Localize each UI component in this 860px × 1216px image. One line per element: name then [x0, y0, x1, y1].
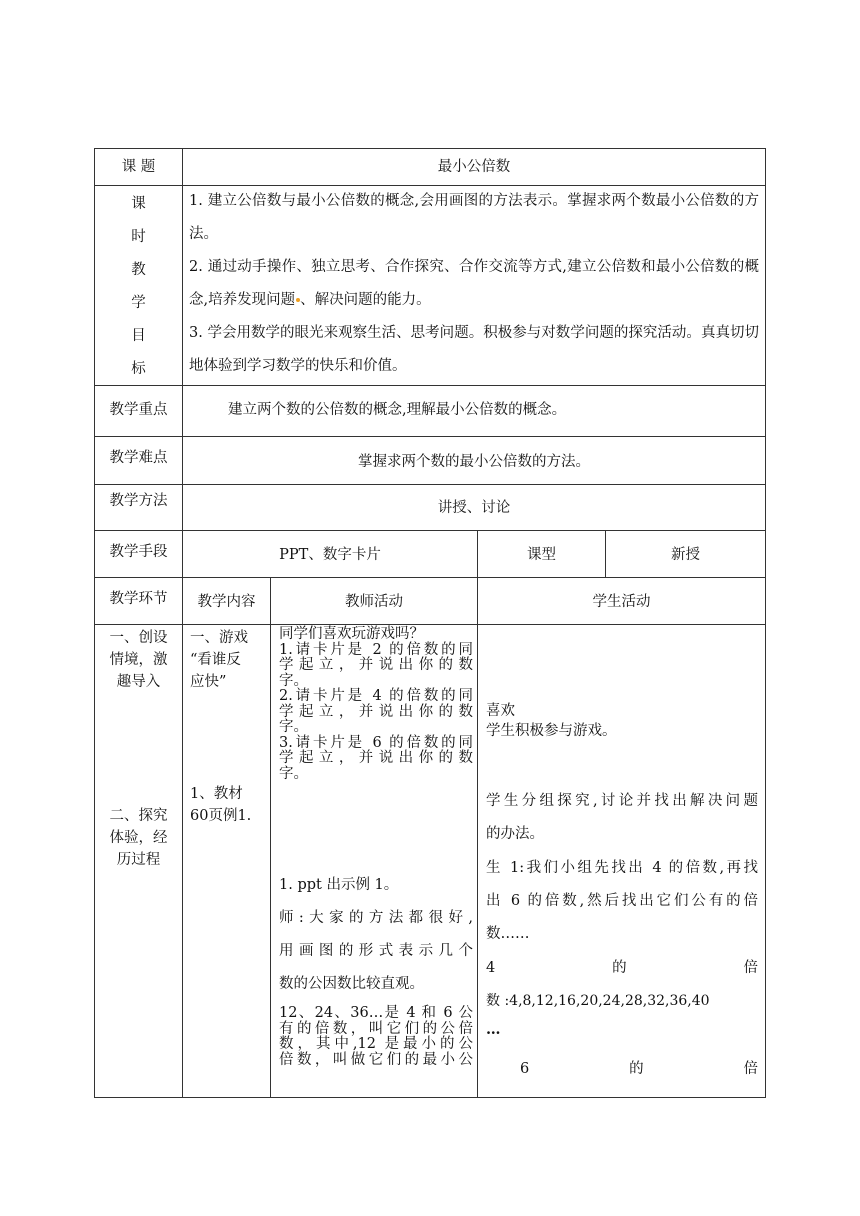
table-rule: [94, 577, 766, 578]
teacher-summary: 12、24、36…是 4 和 6 公 有的倍数，叫它们的公倍 数，其中,12 是最小的公 倍数，叫做它们的最小公: [279, 1005, 473, 1068]
multiples-of-4-more: …: [486, 1021, 501, 1038]
column-header-teacher: 教师活动: [345, 594, 403, 610]
column-header-stage: 教学环节: [109, 591, 168, 607]
table-rule: [477, 530, 478, 1098]
multiples-of-4-values: 数 :4,8,12,16,20,24,28,32,36,40: [486, 993, 710, 1009]
means-value: PPT、数字卡片: [279, 547, 381, 563]
table-rule: [94, 436, 766, 437]
topic-label: 课 题: [121, 159, 156, 175]
table-rule: [94, 385, 766, 386]
student-join: 学生积极参与游戏。: [486, 723, 617, 739]
means-label: 教学手段: [109, 544, 168, 560]
teacher-ppt: 1. ppt 出示例 1。: [279, 877, 399, 893]
table-rule: [94, 484, 766, 485]
student-like: 喜欢: [486, 703, 515, 719]
content-1: 一、游戏 “看谁反 应快”: [190, 630, 248, 690]
table-rule: [182, 148, 183, 1098]
column-header-content: 教学内容: [197, 594, 256, 610]
multiples-of-4-head: 4 的 倍: [486, 960, 758, 976]
objective-item: 2. 通过动手操作、独立思考、合作探究、合作交流等方式,建立公倍数和最小公倍数的概念,培养发现问题 、解决问题的能力。: [189, 259, 759, 308]
column-header-student: 学生活动: [592, 594, 651, 610]
stage-1: 一、创设 情境，激 趣导入: [109, 630, 168, 690]
objective-item: 1. 建立公倍数与最小公倍数的概念,会用画图的方法表示。掌握求两个数最小公倍数的方法。: [189, 193, 759, 242]
table-rule: [94, 530, 766, 531]
content-2: 1、教材 60页例1.: [190, 786, 252, 824]
table-rule: [270, 577, 271, 1098]
lesson-type-label: 课型: [527, 547, 556, 563]
teacher-activities: 同学们喜欢玩游戏吗？ 1.请卡片是 2 的倍数的同 学起立，并说出你的数 字。 2.请卡片是 4 的倍数的同 学起立，并说出你的数 字。 3.请卡片是 6 的倍数的同 学起立，并说出你的数 字。: [279, 626, 473, 782]
table-rule: [765, 148, 766, 1098]
method-value: 讲授、讨论: [437, 500, 511, 516]
multiples-of-6-head: 6 的 倍: [520, 1061, 758, 1077]
difficulty-value: 掌握求两个数的最小公倍数的方法。: [358, 454, 590, 470]
teacher-remark: 师:大家的方法都很好, 用画图的形式表示几个 数的公因数比较直观。: [279, 910, 473, 992]
method-label: 教学方法: [109, 493, 168, 509]
table-rule: [94, 624, 766, 625]
topic-value: 最小公倍数: [437, 159, 511, 175]
table-rule: [94, 1097, 766, 1098]
stage-2: 二、探究 体验，经 历过程: [109, 808, 168, 868]
key-point-label: 教学重点: [109, 402, 168, 418]
lesson-type-value: 新授: [671, 547, 700, 563]
difficulty-label: 教学难点: [109, 450, 168, 466]
objectives-label: 课 时 教 学 目 标: [131, 196, 146, 377]
objectives-text: [189, 185, 759, 383]
key-point-value: 建立两个数的公倍数的概念,理解最小公倍数的概念。: [228, 402, 567, 418]
student-answer-1: 生 1:我们小组先找出 4 的倍数,再找 出 6 的倍数,然后找出它们公有的倍 数……: [486, 860, 758, 942]
objective-item: 3. 学会用数学的眼光来观察生活、思考问题。积极参与对数学问题的探究活动。真真切切地体验到学习数学的快乐和价值。: [189, 325, 759, 374]
student-explore: 学生分组探究,讨论并找出解决问题 的办法。: [486, 793, 758, 842]
